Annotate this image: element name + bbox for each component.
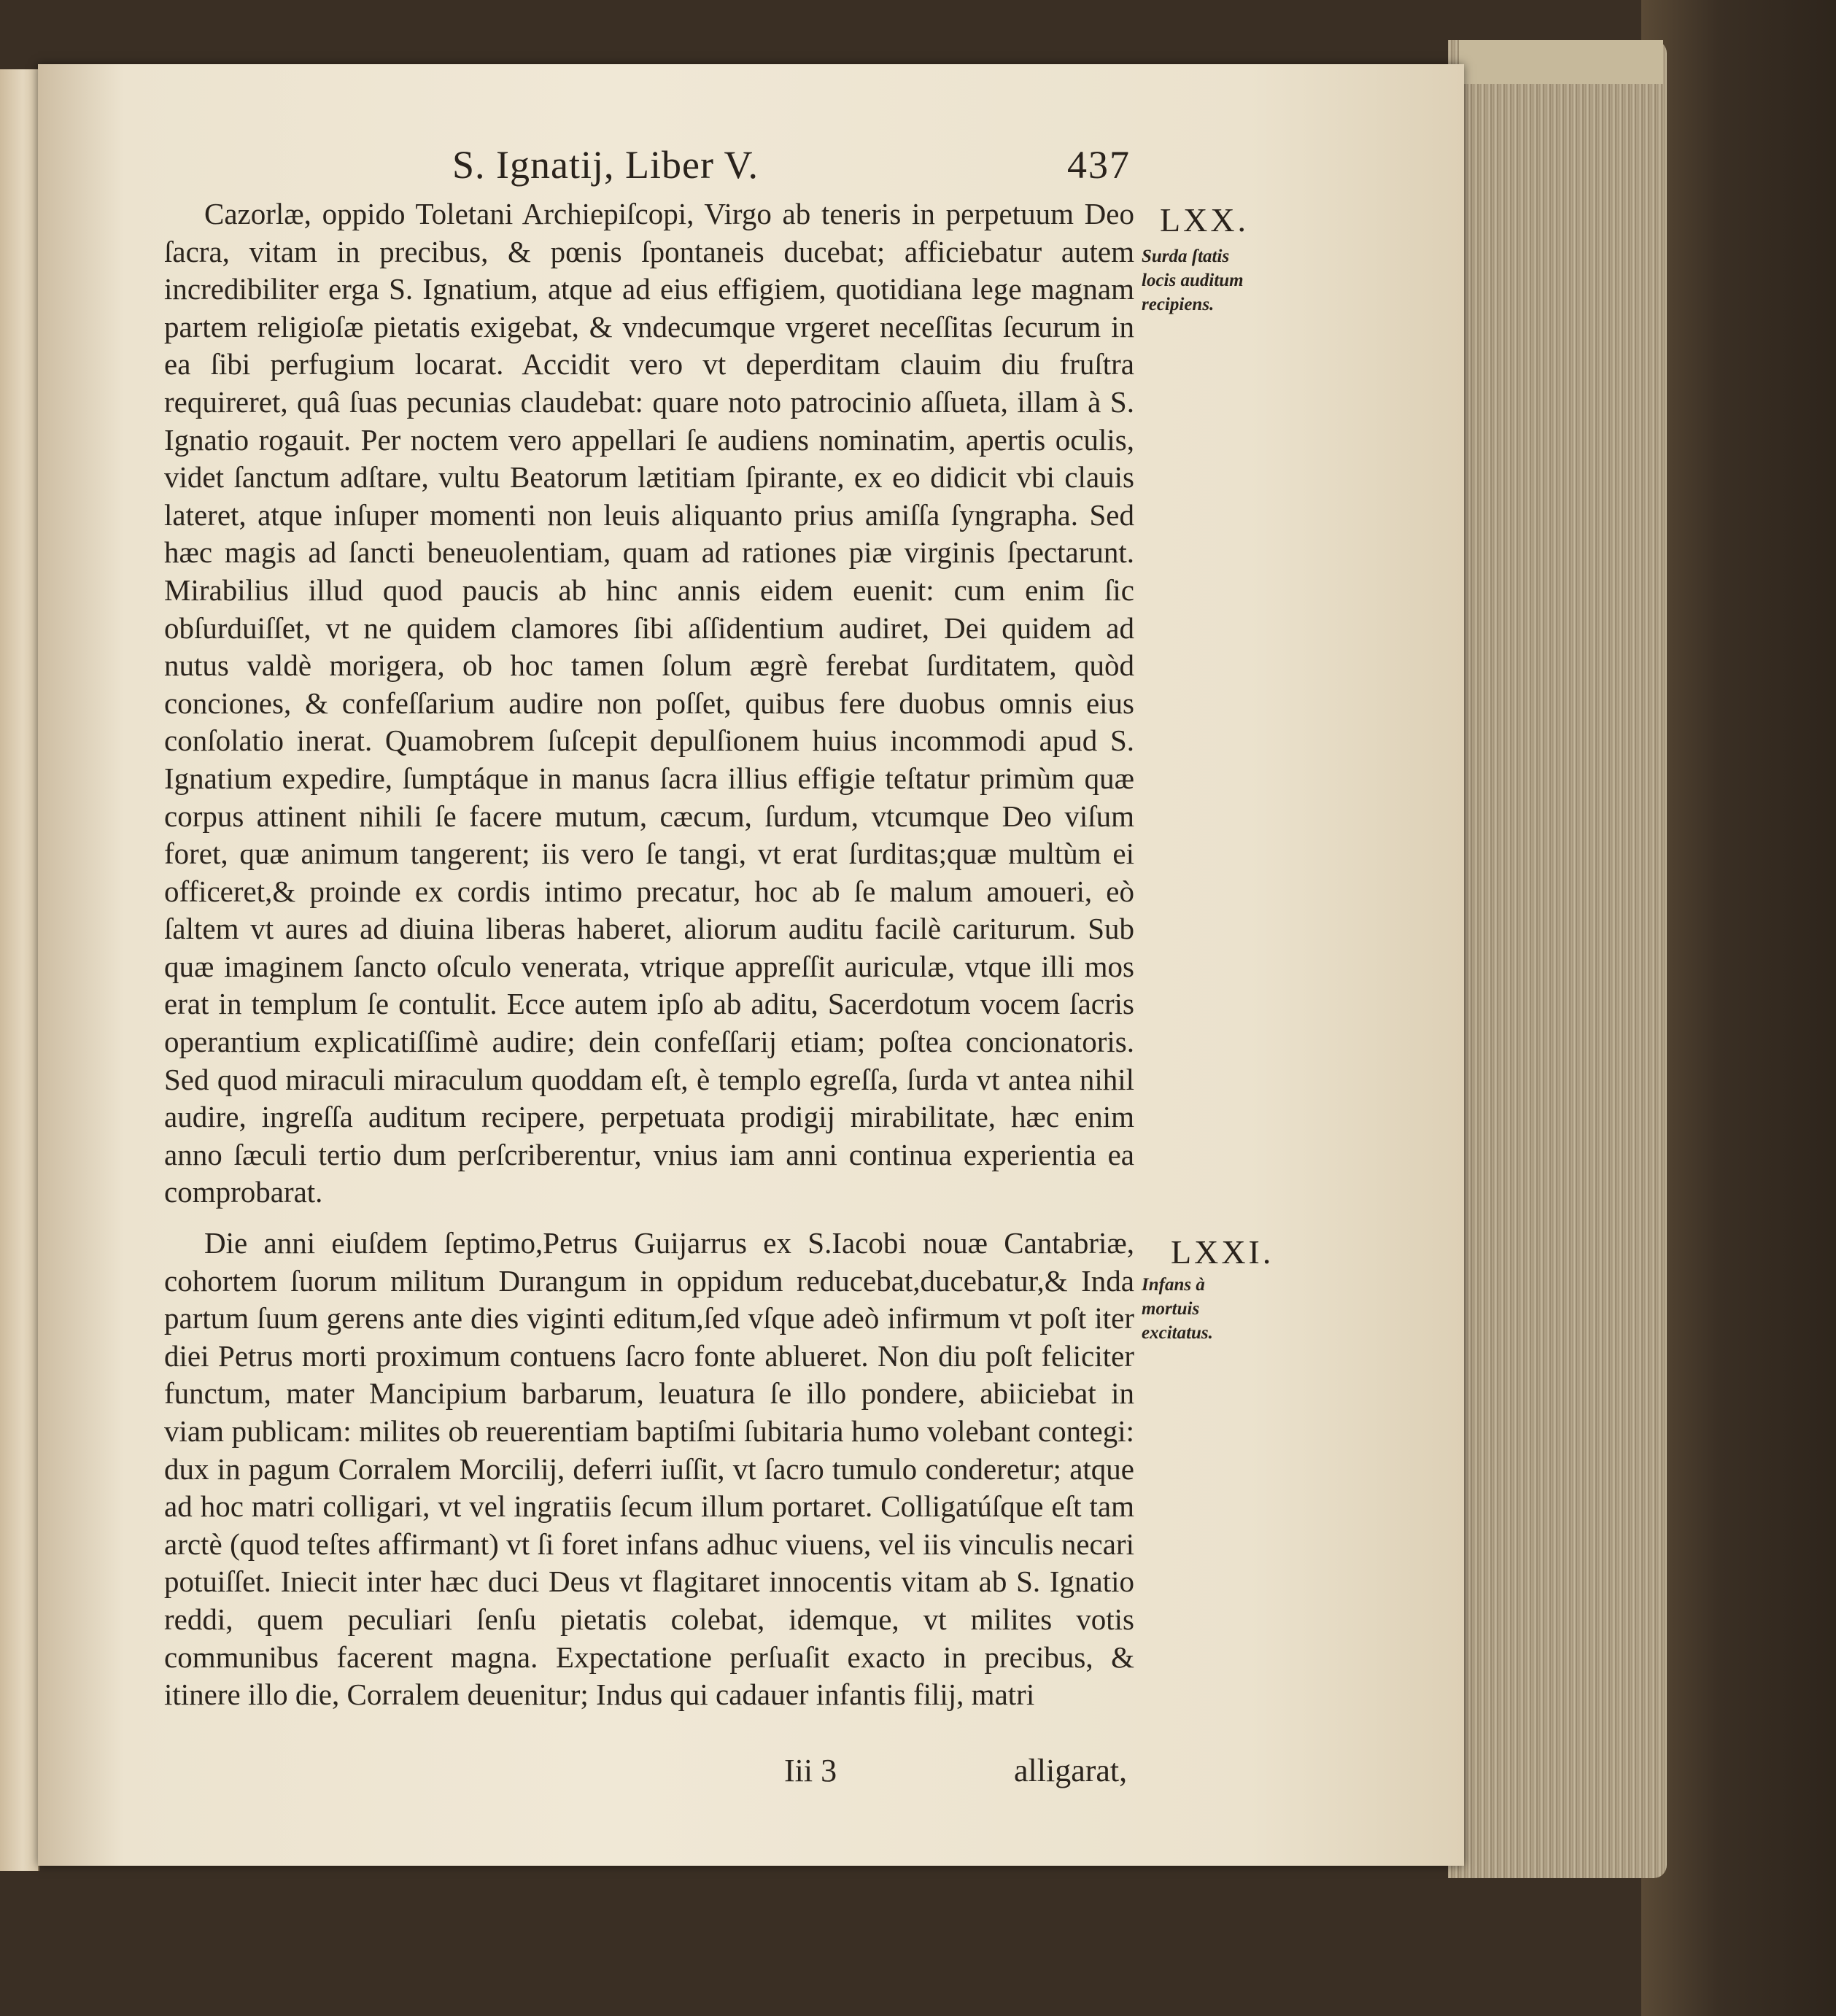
- margin-note-2: Infans à mortuis excitatus.: [1142, 1275, 1213, 1343]
- body-text: [164, 195, 1134, 1727]
- running-title: S. Ignatij, Liber V.: [452, 143, 759, 187]
- running-header: [430, 142, 1131, 201]
- margin-note-number-2: LXXI.: [1171, 1233, 1274, 1271]
- catchword: alligarat,: [1014, 1753, 1128, 1788]
- page-block-edge: [1448, 40, 1667, 1878]
- book-cover: [1641, 0, 1836, 2016]
- paragraph-2: Die anni eiuſdem ſeptimo,Petrus Guijarrus ex S.Iacobi nouæ Cantabriæ, cohortem ſuorum militum Durangum in oppidum reducebat,ducebatur,& Inda partum ſuum gerens ante dies viginti editum,ſed vſque adeò infirmum vt poſt iter diei Petrus morti proximum contuens ſacro fonte ablueret. Non diu poſt feliciter functum, mater Mancipium barbarum, leuatura ſe illo pondere, abiiciebat in viam publicam: milites ob reuerentiam baptiſmi ſubitaria humo volebant contegi: dux in pagum Corralem Morcilij, deferri iuſſit, vt ſacro tumulo conderetur; atque ad hoc matri colligari, vt vel ingratiis ſecum illum portaret. Colligatúſque eſt tam arctè (quod teſtes affirmant) vt ſi foret infans adhuc viuens, vel iis vinculis necari potuiſſet. Iniecit inter hæc duci Deus vt flagitaret innocentis vitam ab S. Ignatio reddi, quem peculiari ſenſu pietatis colebat, idemque, vt milites votis communibus facerent magna. Expectatione perſuaſit exacto in precibus, & itinere illo die, Corralem deuenitur; Indus qui cadauer infantis filij, matri: [164, 1226, 1134, 1712]
- signature-mark: Iii 3: [784, 1753, 837, 1788]
- left-page-edge: [0, 69, 39, 1871]
- page-number: 437: [1067, 143, 1131, 187]
- page-block-top: [1459, 40, 1663, 84]
- paragraph-1: Cazorlæ, oppido Toletani Archiepiſcopi, Virgo ab teneris in perpetuum Deo ſacra, vitam in precibus, & pœnis ſpontaneis ducebat; afficiebatur autem incredibiliter erga S. Ignatium, atque ad eius effigiem, quotidiana lege magnam partem religioſæ pietatis exigebat, & vndecumque vrgeret neceſſitas ſecurum in ea ſibi perfugium locarat. Accidit vero vt deperditam clauim diu fruſtra requireret, quâ ſuas pecunias claudebat: quare noto patrocinio aſſueta, illam à S. Ignatio rogauit. Per noctem vero appellari ſe audiens nominatim, apertis oculis, videt ſanctum adſtare, vultu Beatorum lætitiam ſpirante, ex eo didicit vbi clauis lateret, atque inſuper momenti non leuis aliquanto prius amiſſa ſyngrapha. Sed hæc magis ad ſancti beneuolentiam, quam ad rationes piæ virginis ſpectarunt. Mirabilius illud quod paucis ab hinc annis eidem euenit: cum enim ſic obſurduiſſet, vt ne quidem clamores ſibi aſſidentium audiret, Dei quidem ad nutus valdè morigera, ob hoc tamen ſolum ægrè ferebat ſurditatem, quòd conciones, & confeſſarium audire non poſſet, quibus fere duobus omnis eius conſolatio inerat. Quamobrem ſuſcepit depulſionem huius incommodi apud S. Ignatium expedire, ſumptáque in manus ſacra illius effigie teſtatur primùm quæ corpus attinent nihili ſe facere mutum, cæcum, ſurdum, vtcumque Deo viſum foret, quæ animum tangerent; iis vero ſe tangi, vt erat ſurditas;quæ multùm ei officeret,& proinde ex cordis intimo precatur, hoc ab ſe malum amoueri, eò ſaltem vt aures ad diuina liberas haberet, aliorum auditu facilè cariturum. Sub quæ imaginem ſancto oſculo venerata, vtrique appreſſit auriculæ, vtque illi mos erat in templum ſe contulit. Ecce autem ipſo ab aditu, Sacerdotum vocem ſacris operantium explicatiſſimè audire; dein confeſſarij etiam; poſtea concionatoris. Sed quod miraculi miraculum quoddam eſt, è templo egreſſa, ſurda vt antea nihil audire, ingreſſa auditum recipere, perpetuata prodigij mirabilitate, hæc enim anno ſæculi tertio dum perſcriberentur, vnius iam anni continua experientia ea comprobarat.: [164, 197, 1134, 1209]
- margin-note-number-1: LXX.: [1160, 201, 1250, 239]
- margin-note-1: Surda ſtatis locis auditum recipiens.: [1142, 247, 1244, 314]
